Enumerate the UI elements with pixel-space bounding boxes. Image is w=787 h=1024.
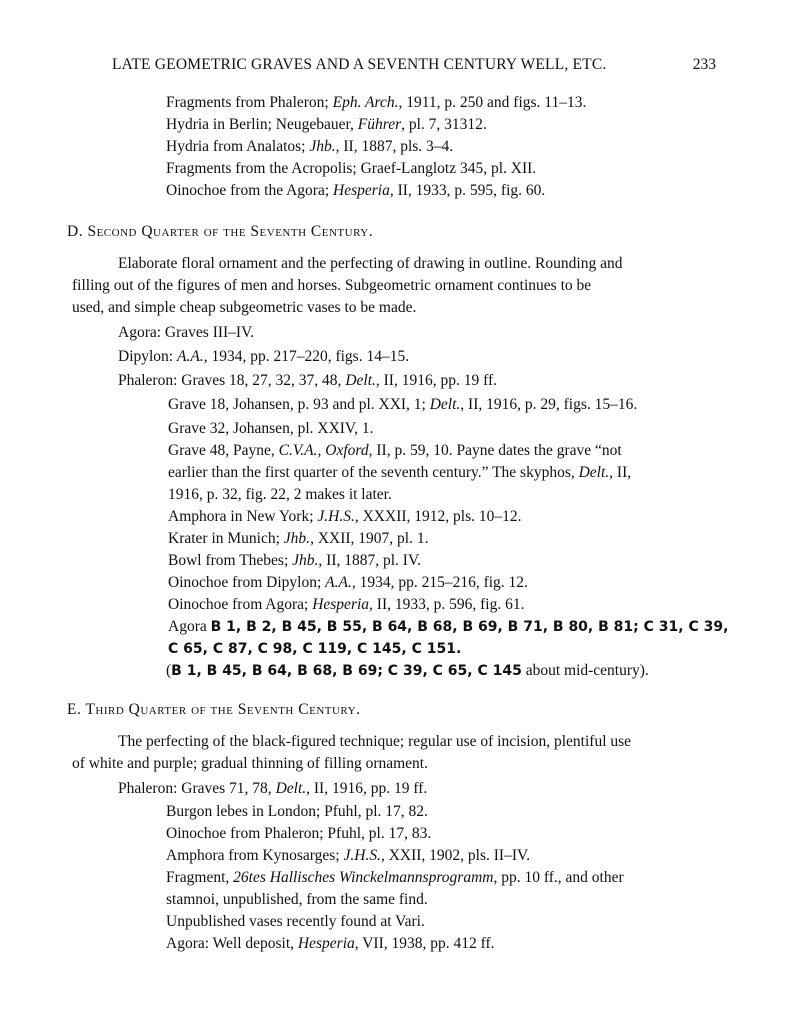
list-item: 1916, p. 32, fig. 22, 2 makes it later. — [168, 486, 392, 503]
list-item: earlier than the first quarter of the seventh century.” The skyphos, Delt., II, — [168, 464, 632, 481]
list-item: Fragment, 26tes Hallisches Winckelmannsprogramm, pp. 10 ff., and other — [166, 869, 624, 886]
list-item: Krater in Munich; Jhb., XXII, 1907, pl. 1. — [168, 530, 429, 547]
running-header — [112, 56, 716, 74]
list-item: Agora B 1, B 2, B 45, B 55, B 64, B 68, B 69, B 71, B 80, B 81; C 31, C 39, — [168, 618, 729, 635]
catalogue-refs: C 65, C 87, C 98, C 119, C 145, C 151. — [168, 641, 462, 657]
list-item — [168, 639, 461, 659]
list-item: Grave 18, Johansen, p. 93 and pl. XXI, 1; Delt., II, 1916, p. 29, figs. 15–16. — [168, 396, 638, 413]
page-number: 233 — [692, 56, 716, 73]
section-d-heading: D. Second Quarter of the Seventh Century. — [67, 223, 374, 240]
list-item: Oinochoe from Phaleron; Pfuhl, pl. 17, 83. — [166, 825, 432, 842]
list-item: Grave 32, Johansen, pl. XXIV, 1. — [168, 420, 374, 437]
list-item: Dipylon: A.A., 1934, pp. 217–220, figs. 14–15. — [118, 348, 410, 365]
list-item: Hydria in Berlin; Neugebauer, Führer, pl. 7, 31312. — [166, 116, 487, 133]
list-item: Phaleron: Graves 18, 27, 32, 37, 48, Delt., II, 1916, pp. 19 ff. — [118, 372, 497, 389]
running-title: LATE GEOMETRIC GRAVES AND A SEVENTH CENTURY WELL, ETC. — [112, 56, 607, 73]
list-item: Burgon lebes in London; Pfuhl, pl. 17, 82. — [166, 803, 428, 820]
list-item: Agora: Graves III–IV. — [118, 324, 255, 341]
list-item: Amphora in New York; J.H.S., XXXII, 1912, pls. 10–12. — [168, 508, 522, 525]
list-item: Agora: Well deposit, Hesperia, VII, 1938, pp. 412 ff. — [166, 935, 495, 952]
list-item: Fragments from the Acropolis; Graef-Langlotz 345, pl. XII. — [166, 160, 537, 177]
list-item: Oinochoe from Dipylon; A.A., 1934, pp. 215–216, fig. 12. — [168, 574, 528, 591]
catalogue-refs: B 1, B 2, B 45, B 55, B 64, B 68, B 69, B 71, B 80, B 81; C 31, C 39, — [210, 619, 729, 635]
list-item: Hydria from Analatos; Jhb., II, 1887, pls. 3–4. — [166, 138, 454, 155]
list-item: Oinochoe from the Agora; Hesperia, II, 1933, p. 595, fig. 60. — [166, 182, 546, 199]
list-item: Oinochoe from Agora; Hesperia, II, 1933, p. 596, fig. 61. — [168, 596, 525, 613]
list-item: Bowl from Thebes; Jhb., II, 1887, pl. IV. — [168, 552, 422, 569]
list-item: Unpublished vases recently found at Vari. — [166, 913, 425, 930]
list-item: Fragments from Phaleron; Eph. Arch., 1911, p. 250 and figs. 11–13. — [166, 94, 587, 111]
section-d-intro: Elaborate floral ornament and the perfecting of drawing in outline. Rounding and filling out of the figures of men and horses. Subgeometric ornament continues to be used, and simple cheap subgeometric vases to be made. — [72, 255, 623, 316]
section-e-intro: The perfecting of the black-figured technique; regular use of incision, plentiful use of white and purple; gradual thinning of filling ornament. — [72, 733, 632, 772]
list-item: stamnoi, unpublished, from the same find. — [166, 891, 428, 908]
list-item: Phaleron: Graves 71, 78, Delt., II, 1916, pp. 19 ff. — [118, 780, 428, 797]
section-e-heading: E. Third Quarter of the Seventh Century. — [67, 701, 361, 718]
list-item: Amphora from Kynosarges; J.H.S., XXII, 1902, pls. II–IV. — [166, 847, 531, 864]
catalogue-refs: B 1, B 45, B 64, B 68, B 69; C 39, C 65, C 145 — [171, 663, 522, 679]
list-item: Grave 48, Payne, C.V.A., Oxford, II, p. 59, 10. Payne dates the grave “not — [168, 442, 622, 459]
list-item: (B 1, B 45, B 64, B 68, B 69; C 39, C 65, C 145 about mid-century). — [166, 662, 649, 679]
